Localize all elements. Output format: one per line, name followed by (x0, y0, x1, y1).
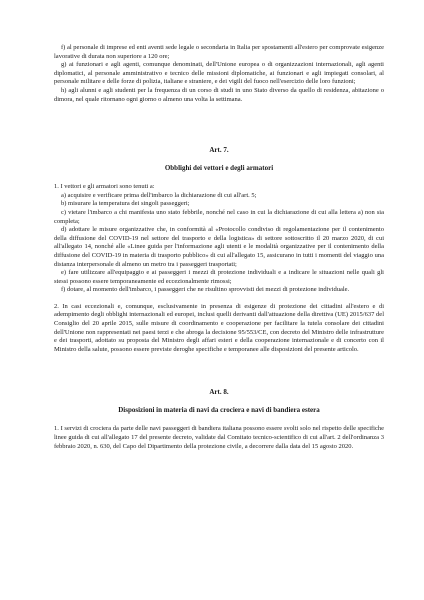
article-7-item-f: f) dotare, al momento dell'imbarco, i passeggeri che ne risultino sprovvisti dei mezzi di protezione individuale. (61, 286, 350, 294)
article-7-item-b: b) misurare la temperatura dei singoli passeggeri; (61, 200, 190, 208)
article-7-heading: Obblighi dei vettori e degli armatori (164, 164, 274, 173)
article-7-item-c: c) vietare l'imbarco a chi manifesta uno stato febbrile, nonché nel caso in cui la dichiarazione di cui alla lettera a) non sia completa; (54, 208, 384, 225)
article-7-item-e: e) fare utilizzare all'equipaggio e ai passeggeri i mezzi di protezione individuali e a indicare le situazioni nelle quali gli stessi possono essere temporaneamente ed eccezionalmente rimossi; (54, 269, 384, 285)
article-8-number: Art. 8. (209, 388, 229, 397)
article-7-item-a: a) acquisire e verificare prima dell'imbarco la dichiarazione di cui all'art. 5; (61, 191, 257, 199)
paragraph-f: f) al personale di imprese ed enti aventi sede legale o secondaria in Italia per spostamenti all'estero per comprovate esigenze lavorative di durata non superiore a 120 ore; (54, 44, 384, 60)
article-7-paragraph-2: 2. In casi eccezionali e, comunque, esclusivamente in presenza di esigenze di protezione dei cittadini all'estero e di adempimento degli obblighi internazionali ed europei, inclusi quelli derivanti dall'attuazione della direttiva (UE) 2015/637 del Consiglio del 20 aprile 2015, sulle misure di coordinamento e cooperazione per facilitare la tutela consolare dei cittadini dell'Unione non rappresentati nei paesi terzi e che abroga la decisione 95/553/CE, con decreto del Ministro delle infrastrutture e dei trasporti, adottato su proposta del Ministro degli affari esteri e della cooperazione internazionale e di concerto con il Ministro della salute, possono essere previste deroghe specifiche e temporanee alle disposizioni del presente articolo. (54, 302, 384, 353)
paragraph-g: g) ai funzionari e agli agenti, comunque denominati, dell'Unione europea o di organizzazioni internazionali, agli agenti diplomatici, al personale amministrativo e tecnico delle missioni diplomatiche, ai funzionari e agli impiegati consolari, al personale militare e delle forze di polizia, italiane e straniere, e dei vigili del fuoco nell'esercizio delle loro funzioni; (54, 61, 384, 86)
article-8-paragraph-1: 1. I servizi di crociera da parte delle navi passeggeri di bandiera italiana possono essere svolti solo nel rispetto delle specifiche linee guida di cui all'allegato 17 del presente decreto, validate dal Comitato tecnico-scientifico di cui all'art. 2 dell'ordinanza 3 febbraio 2020, n. 630, del Capo del Dipartimento della protezione civile, a decorrere dalla data del 15 agosto 2020. (54, 425, 384, 450)
article-8-heading: Disposizioni in materia di navi da crociera e navi di bandiera estera (118, 406, 320, 415)
article-7-lead: 1. I vettori e gli armatori sono tenuti a: (54, 183, 155, 191)
article-7-item-d: d) adottare le misure organizzative che, in conformità al «Protocollo condiviso di regolamentazione per il contenimento della diffusione del COVID-19 nel settore del trasporto e della logistica» di settore sottoscritto il 20 marzo 2020, di cui all'allegato 14, nonché alle «Linee guida per l'informazione agli utenti e le modalità organizzative per il contenimento della diffusione del COVID-19 in materia di trasporto pubblico» di cui all'allegato 15, assicurano in tutti i momenti del viaggio una distanza interpersonale di almeno un metro tra i passeggeri trasportati; (54, 226, 384, 268)
article-7-number: Art. 7. (209, 146, 229, 155)
paragraph-h: h) agli alunni e agli studenti per la frequenza di un corso di studi in uno Stato diverso da quello di residenza, abitazione o dimora, nel quale ritornano ogni giorno o almeno una volta la settimana. (54, 86, 384, 103)
